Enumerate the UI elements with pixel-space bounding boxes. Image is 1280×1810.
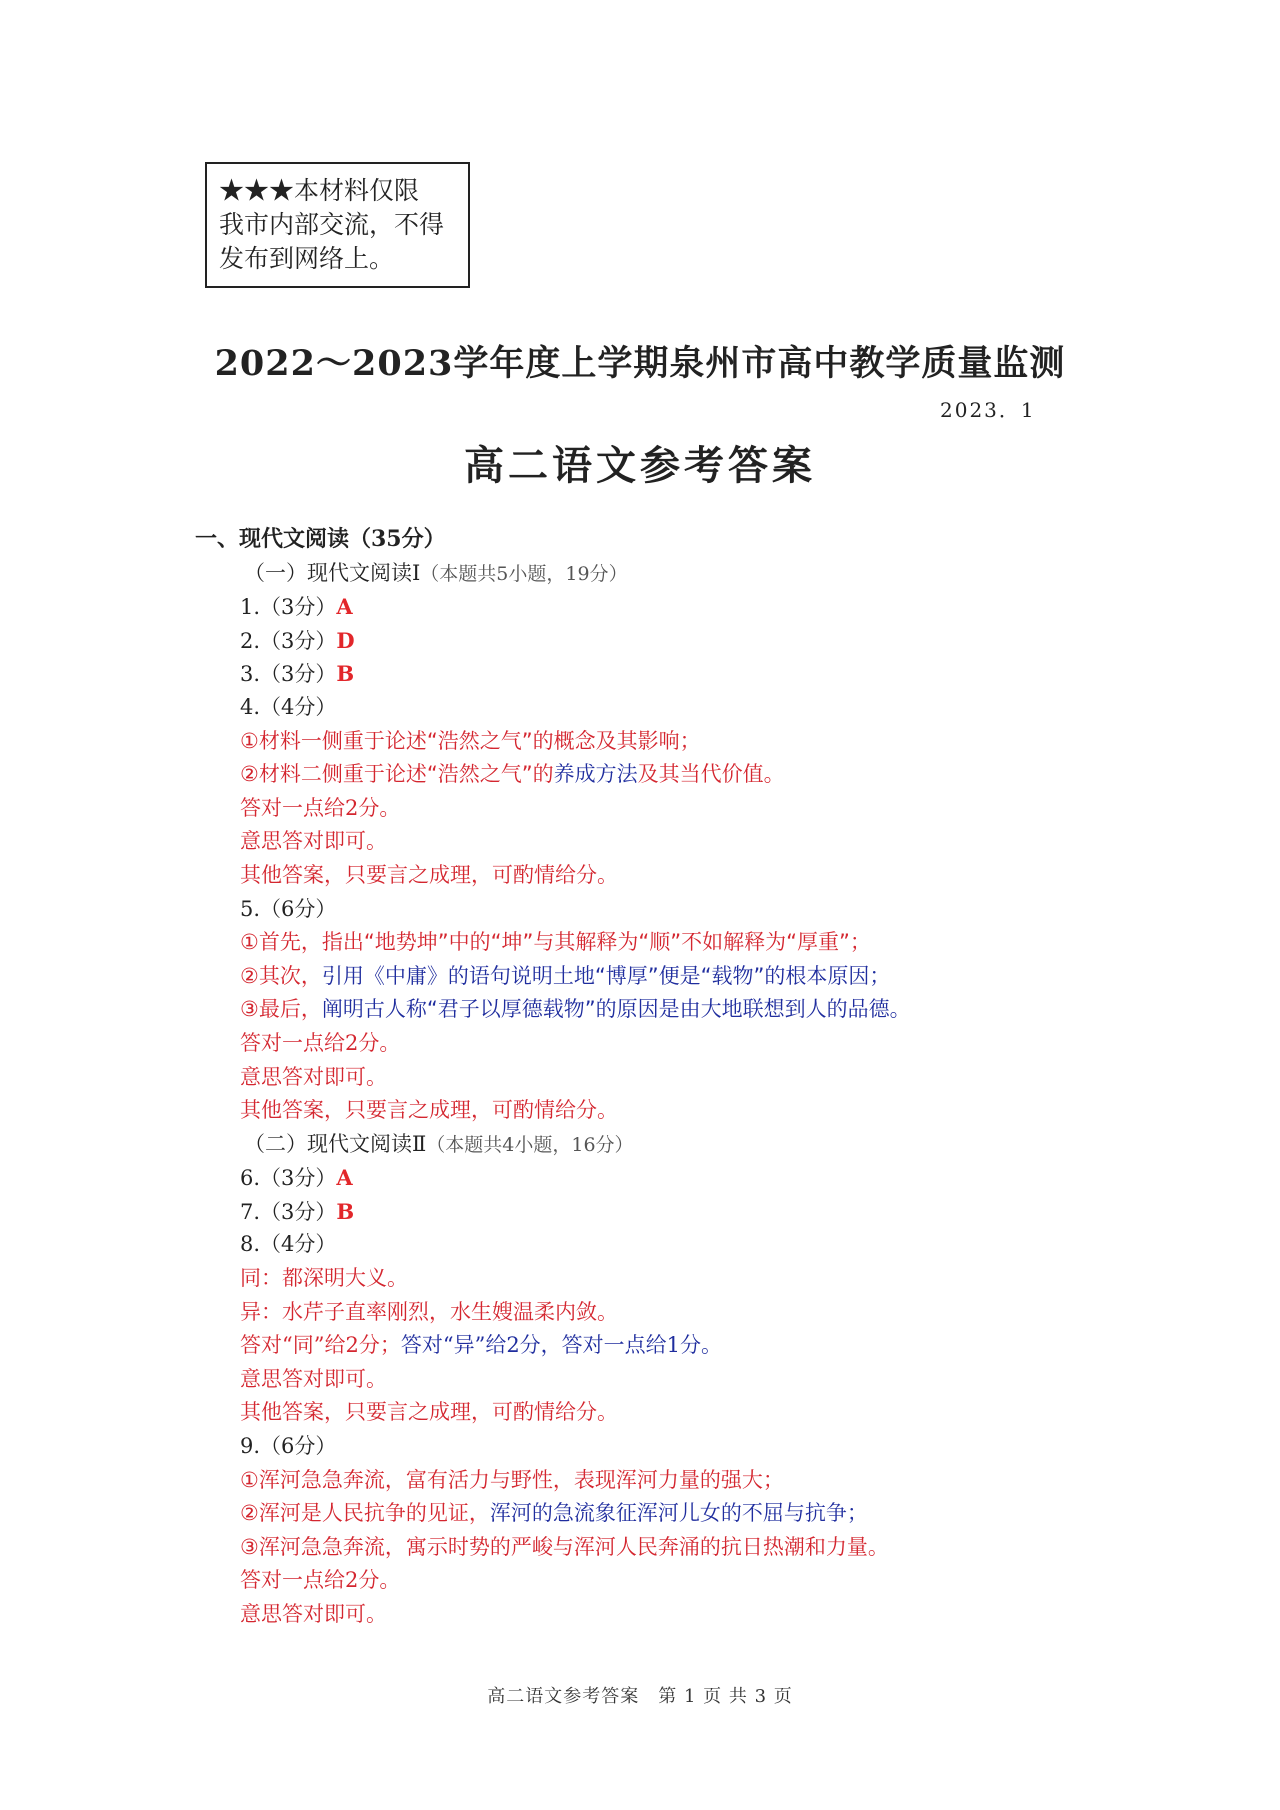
answer-point: ①材料一侧重于论述“浩然之气”的概念及其影响；	[240, 728, 701, 753]
answer-letter: A	[336, 594, 353, 620]
notice-box	[205, 162, 470, 288]
scoring-text: 答对“异”给2分，答对一点给1分。	[400, 1333, 723, 1358]
question-2	[195, 624, 1195, 658]
answer-text: 养成方法	[553, 762, 638, 787]
part-heading	[195, 557, 1195, 591]
notice-line: ★★★本材料仅限	[219, 176, 420, 205]
scoring-note: 意思答对即可。	[240, 1064, 387, 1089]
answer-point: ①首先，指出“地势坤”中的“坤”与其解释为“顺”不如解释为“厚重”；	[240, 930, 871, 955]
scoring-note: 其他答案，只要言之成理，可酌情给分。	[240, 1098, 618, 1123]
answer-point: 同：都深明大义。	[240, 1266, 408, 1291]
part-heading	[195, 1128, 1195, 1162]
answer-letter: D	[336, 627, 355, 653]
answer-text: 引用《中庸》的语句说明土地“博厚”便是“载物”的根本原因；	[321, 963, 891, 988]
scoring-note: 答对一点给2分。	[240, 795, 401, 820]
document-subtitle: 高二语文参考答案	[464, 442, 816, 489]
answer-text: ②其次，	[240, 963, 322, 988]
section-heading: 一、现代文阅读（35分）	[195, 526, 446, 552]
scoring-note: 其他答案，只要言之成理，可酌情给分。	[240, 862, 618, 887]
answer-point	[195, 960, 1195, 994]
answer-text: 浑河的急流象征浑河儿女的不屈与抗争；	[489, 1501, 868, 1526]
question-9: 9.（6分）	[240, 1434, 337, 1459]
part-label: （二）现代文阅读Ⅱ	[244, 1131, 427, 1156]
question-1	[195, 590, 1195, 624]
question-number: 2.（3分）	[240, 628, 337, 653]
part-note: （本题共5小题，19分）	[420, 562, 628, 585]
question-number: 1.（3分）	[240, 595, 337, 620]
answer-point: ①浑河急急奔流，富有活力与野性，表现浑河力量的强大；	[240, 1467, 784, 1492]
answer-point	[195, 1497, 1195, 1531]
part-note: （本题共4小题，16分）	[426, 1133, 634, 1156]
answer-letter: B	[336, 661, 355, 687]
question-5: 5.（6分）	[240, 896, 337, 921]
answer-text: ②浑河是人民抗争的见证，	[240, 1501, 490, 1526]
scoring-note: 其他答案，只要言之成理，可酌情给分。	[240, 1400, 618, 1425]
answer-text: 阐明古人称“君子以厚德载物”的原因是由大地联想到人的品德。	[321, 997, 911, 1022]
document-date: 2023．1	[940, 398, 1036, 422]
answer-content	[195, 523, 1195, 1632]
page-footer: 高二语文参考答案 第 1 页 共 3 页	[487, 1686, 793, 1707]
question-number: 7.（3分）	[240, 1199, 337, 1224]
answer-text: 及其当代价值。	[637, 762, 785, 787]
notice-line: 发布到网络上。	[219, 244, 395, 273]
question-8: 8.（4分）	[240, 1232, 337, 1257]
answer-point: 异：水芹子直率刚烈，水生嫂温柔内敛。	[240, 1299, 618, 1324]
answer-text: ③浑河急急奔流，	[240, 1534, 406, 1559]
answer-point	[195, 1531, 1195, 1565]
answer-point	[195, 758, 1195, 792]
answer-text: 寓示时势的严峻与浑河人民奔涌的抗日热潮和力量。	[405, 1534, 889, 1559]
answer-text: ②材料二侧重于论述“浩然之气”的	[240, 762, 554, 787]
document-title: 2022～2023学年度上学期泉州市高中教学质量监测	[214, 343, 1066, 384]
question-7	[195, 1195, 1195, 1229]
scoring-note: 答对一点给2分。	[240, 1030, 401, 1055]
answer-letter: A	[336, 1165, 353, 1191]
scoring-note: 意思答对即可。	[240, 1602, 387, 1626]
scoring-note: 答对一点给2分。	[240, 1568, 401, 1593]
question-3	[195, 657, 1195, 691]
question-6	[195, 1161, 1195, 1195]
question-number: 6.（3分）	[240, 1166, 337, 1191]
scoring-note: 意思答对即可。	[240, 829, 387, 854]
scoring-note	[195, 1329, 1195, 1363]
answer-text: ③最后，	[240, 997, 322, 1022]
question-4: 4.（4分）	[240, 694, 337, 719]
scoring-text: 答对“同”给2分；	[240, 1333, 401, 1358]
question-number: 3.（3分）	[240, 662, 337, 687]
answer-point	[195, 993, 1195, 1027]
notice-line: 我市内部交流，不得	[219, 210, 445, 239]
part-label: （一）现代文阅读Ⅰ	[244, 560, 421, 585]
scoring-note: 意思答对即可。	[240, 1366, 387, 1391]
answer-letter: B	[336, 1198, 355, 1224]
